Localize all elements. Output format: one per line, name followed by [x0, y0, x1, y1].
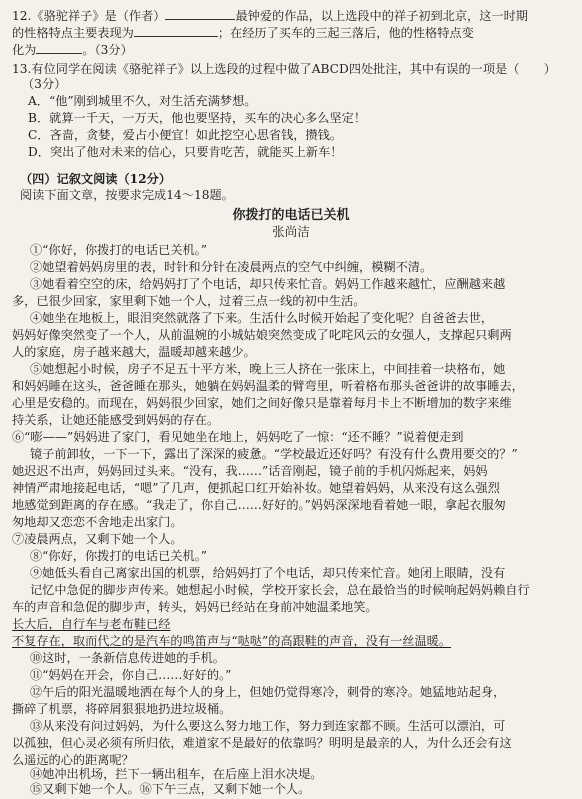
- passage-line: [12, 617, 170, 632]
- passage-line: 么遥远的心的距离呢？: [12, 753, 134, 767]
- passage-line: 记忆中急促的脚步声传来。她想起小时候，学校开家长会，总在最恰当的时候响起妈妈赖自行: [30, 583, 530, 597]
- passage-line: ⑥“嘭——”妈妈进了家门，看见她坐在地上，妈妈吃了一惊：“还不睡？”说着便走到: [12, 430, 464, 444]
- passage-line: 撕碎了机票，将碎屑狠狠地扔进垃圾桶。: [12, 702, 232, 716]
- q12-line1: 12.《骆驼祥子》是（作者） 最钟爱的作品，以上选段中的祥子初到北京，这一时期: [12, 9, 528, 23]
- passage-line: ⑦凌晨两点，又剩下她一个人。: [12, 532, 183, 546]
- q13-option-b[interactable]: B．就算一千天，一万天，他也要坚持，买车的决心多么坚定！: [28, 111, 367, 125]
- passage-line: ⑭她冲出机场，拦下一辆出租车，在后座上泪水决堤。: [30, 767, 323, 781]
- passage-line: 妈妈好像突然变了一个人，从前温婉的小城姑娘突然变成了叱咤风云的女强人，支撑起只剩两: [12, 328, 512, 342]
- underlined-sentence: 不复存在，取而代之的是汽车的鸣笛声与“哒哒”的高跟鞋的声音，没有一丝温暖。: [12, 634, 452, 648]
- passage-line: ⑪“妈妈在开会，你自己……好好的。”: [30, 668, 232, 682]
- passage-line: 多，已很少回家，家里剩下她一个人，过着三点一线的初中生活。: [12, 294, 366, 308]
- passage-line: [12, 634, 451, 649]
- passage-line: ⑫午后的阳光温暖地洒在每个人的身上，但她仍觉得寒冷，刺骨的寒冷。她猛地站起身，: [30, 685, 506, 699]
- q13-option-a[interactable]: A．“他”刚到城里不久，对生活充满梦想。: [28, 94, 257, 108]
- passage-line: 持关系，让她还能感受到妈妈的存在。: [12, 413, 220, 427]
- section-instruction: 阅读下面文章，按要求完成14～18题。: [20, 188, 234, 202]
- passage-line: 地感觉到距离的存在感。“我走了，你自己……好好的。”妈妈深深地看着她一眼，拿起衣服匆: [12, 498, 506, 512]
- q12-line3: 化为 。（3分）: [12, 43, 133, 57]
- answer-blank-author[interactable]: [165, 8, 235, 20]
- q12-line2: 的性格特点主要表现为 ；在经历了买车的三起三落后，他的性格特点变: [12, 26, 474, 40]
- passage-line: ⑬从来没有问过妈妈，为什么要这么努力地工作，努力到连家都不顾。生活可以漂泊，可: [30, 719, 506, 733]
- passage-line: 和妈妈睡在这头，爸爸睡在那头，她躺在妈妈温柔的臂弯里，听着格布那头爸爸讲的故事睡去，: [12, 379, 524, 393]
- passage-line: 镜子前卸妆，一下一下，露出了深深的疲惫。“学校最近还好吗？有没有什么费用要交的？”: [30, 447, 518, 461]
- section-heading: （四）记叙文阅读（12分）: [20, 172, 172, 186]
- passage-line: ④她坐在地板上，眼泪突然就落了下来。生活什么时候开始起了变化呢？自爸爸去世，: [30, 311, 494, 325]
- answer-blank-change[interactable]: [36, 42, 82, 54]
- passage-line: ②她望着妈妈房里的表，时针和分针在凌晨两点的空气中纠缠，模糊不清。: [30, 260, 433, 274]
- q13-option-d[interactable]: D．突出了他对未来的信心，只要肯吃苦，就能买上新车！: [28, 145, 343, 159]
- passage-title: 你拨打的电话已关机: [232, 208, 350, 223]
- q13-points: （3分）: [22, 77, 67, 91]
- passage-line: ⑮又剩下她一个人。⑯下午三点，又剩下她一个人。: [30, 782, 311, 796]
- passage-line: ⑤她想起小时候，房子不足五十平方米，晚上三人挤在一张床上，中间挂着一块格布，她: [30, 362, 506, 376]
- passage-line: ⑨她低头看自己离家出国的机票，给妈妈打了个电话，却只传来忙音。她闭上眼睛，没有: [30, 566, 506, 580]
- passage-line: ③她看着空空的床，给妈妈打了个电话，却只传来忙音。妈妈工作越来越忙，应酬越来越: [30, 277, 506, 291]
- underlined-sentence: 长大后，自行车与老布鞋已经: [12, 617, 171, 631]
- passage-line: 她迟迟不出声，妈妈回过头来。“没有，我……”话音刚起，镜子前的手机闪烁起来，妈妈: [12, 464, 488, 478]
- passage-line: 以孤独，但心灵必须有所归依，难道家不是最好的依靠吗？明明是最亲的人，为什么还会有这: [12, 736, 512, 750]
- passage-author: 张尚洁: [272, 224, 310, 239]
- passage-line: ⑩这时，一条新信息传进她的手机。: [30, 651, 225, 665]
- passage-line: 心里是安稳的。而现在，妈妈很少回家，她们之间好像只是靠着每月卡上不断增加的数字来维: [12, 396, 512, 410]
- q13-option-c[interactable]: C．吝啬，贪婪，爱占小便宜！如此挖空心思省钱，攒钱。: [28, 128, 343, 142]
- passage-line: 神情严肃地接起电话，“嗯”了几声，便抓起口红开始补妆。她望着妈妈，从来没有这么强烈: [12, 481, 500, 495]
- passage-line: 匆地却又恋恋不舍地走出家门。: [12, 515, 183, 529]
- passage-line: ⑧“你好，你拨打的电话已关机。”: [30, 549, 207, 563]
- passage-line: ①“你好，你拨打的电话已关机。”: [30, 243, 207, 257]
- q13-stem: 13.有位同学在阅读《骆驼祥子》以上选段的过程中做了ABCD四处批注，其中有误的一项是（ ）: [12, 62, 556, 76]
- passage-line: 人的家庭，房子越来越大，温暖却越来越少。: [12, 345, 256, 359]
- answer-blank-traits[interactable]: [134, 25, 218, 37]
- passage-line: 车的声音和急促的脚步声，转头，妈妈已经站在身前冲她温柔地笑。: [12, 600, 378, 614]
